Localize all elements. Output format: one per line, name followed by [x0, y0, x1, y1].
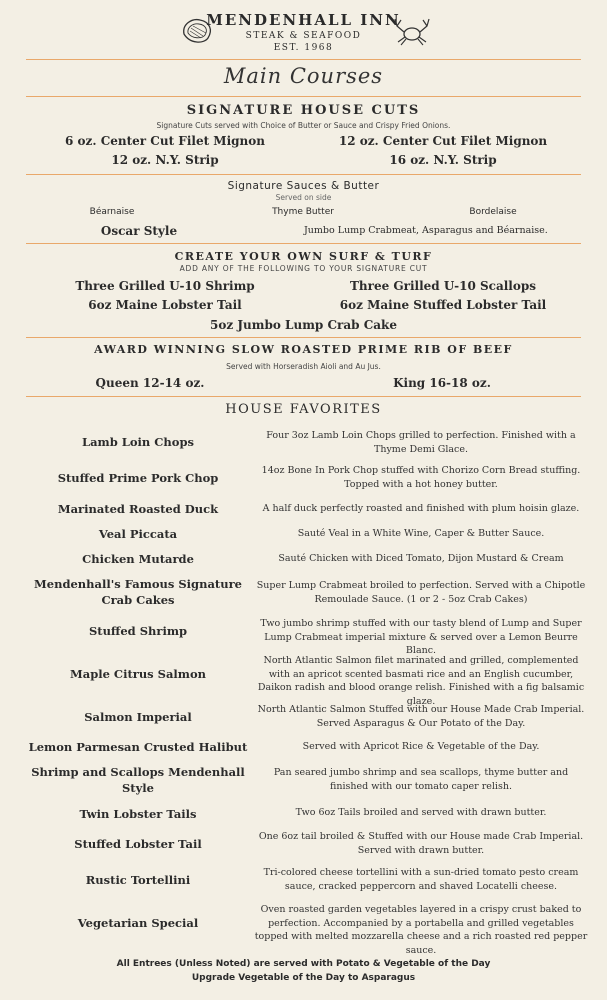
favorite-name: Veal Piccata: [98, 527, 178, 541]
prime-rib-note: Served with Horseradish Aioli and Au Jus.: [226, 362, 381, 371]
favorite-desc: Served with Apricot Rice & Vegetable of the Day.: [302, 741, 540, 752]
menu-item: King 16-18 oz.: [393, 376, 491, 390]
oscar-style-desc: Jumbo Lump Crabmeat, Asparagus and Béarnaise.: [304, 225, 548, 236]
favorite-desc: North Atlantic Salmon filet marinated and grilled, complemented with an apricot scented basmati rice and an English cucumber, Daikon radish and blood orange relish. Finished with a fig balsamic glaze.: [257, 655, 585, 707]
favorite-name: Twin Lobster Tails: [79, 807, 197, 821]
favorite-name: Salmon Imperial: [84, 710, 192, 724]
established-year: EST. 1968: [273, 43, 334, 53]
favorite-desc: Two jumbo shrimp stuffed with our tasty blend of Lump and Super Lump Crabmeat imperial mixture & served over a Lemon Beurre Blanc.: [260, 618, 582, 656]
favorite-desc: North Atlantic Salmon Stuffed with our House Made Crab Imperial. Served Asparagus & Our Potato of the Day.: [257, 704, 585, 729]
divider: [26, 337, 581, 338]
restaurant-subtitle: STEAK & SEAFOOD: [245, 31, 362, 41]
sauce-item: Bordelaise: [469, 207, 517, 217]
menu-item: Three Grilled U-10 Scallops: [350, 279, 536, 293]
menu-item: Queen 12-14 oz.: [95, 376, 205, 390]
sauces-title: Signature Sauces & Butter: [227, 180, 380, 192]
favorite-name: Rustic Tortellini: [85, 873, 191, 887]
signature-cuts-note: Signature Cuts served with Choice of Butter or Sauce and Crispy Fried Onions.: [156, 121, 451, 130]
favorite-name: Shrimp and Scallops Mendenhall Style: [31, 765, 245, 795]
favorite-name: Mendenhall's Famous Signature Crab Cakes: [34, 577, 242, 607]
menu-item: Three Grilled U-10 Shrimp: [75, 279, 255, 293]
footer-note: All Entrees (Unless Noted) are served with Potato & Vegetable of the Day: [116, 959, 491, 969]
favorite-desc: 14oz Bone In Pork Chop stuffed with Chorizo Corn Bread stuffing. Topped with a hot honey butter.: [261, 465, 581, 490]
surf-turf-subtitle: ADD ANY OF THE FOLLOWING TO YOUR SIGNATURE CUT: [179, 264, 428, 273]
favorite-name: Chicken Mutarde: [82, 552, 194, 566]
favorite-desc: Tri-colored cheese tortellini with a sun-dried tomato pesto cream sauce, cracked peppercorn and shaved Locatelli cheese.: [263, 867, 579, 892]
favorite-desc: Sauté Chicken with Diced Tomato, Dijon Mustard & Cream: [278, 553, 564, 564]
favorite-name: Stuffed Shrimp: [88, 624, 188, 638]
favorite-desc: Super Lump Crabmeat broiled to perfection. Served with a Chipotle Remoulade Sauce. (1 or 2 - 5oz Crab Cakes): [256, 580, 586, 605]
divider: [26, 59, 581, 60]
sauce-item: Béarnaise: [89, 207, 135, 217]
favorite-name: Lamb Loin Chops: [82, 435, 194, 449]
favorite-name: Stuffed Prime Pork Chop: [57, 471, 219, 485]
menu-item: 16 oz. N.Y. Strip: [389, 153, 497, 167]
menu-item: 6oz Maine Lobster Tail: [88, 298, 242, 312]
favorite-desc: Pan seared jumbo shrimp and sea scallops, thyme butter and finished with our tomato caper relish.: [273, 767, 569, 792]
menu-item: 5oz Jumbo Lump Crab Cake: [210, 318, 397, 332]
favorite-name: Marinated Roasted Duck: [57, 502, 219, 516]
menu-item: 12 oz. N.Y. Strip: [111, 153, 219, 167]
surf-turf-title: CREATE YOUR OWN SURF & TURF: [174, 250, 433, 263]
favorite-name: Lemon Parmesan Crusted Halibut: [28, 740, 248, 754]
favorite-desc: Two 6oz Tails broiled and served with drawn butter.: [295, 807, 547, 818]
prime-rib-title: AWARD WINNING SLOW ROASTED PRIME RIB OF BEEF: [94, 343, 513, 356]
house-favorites-title: HOUSE FAVORITES: [225, 402, 382, 417]
divider: [26, 174, 581, 175]
footer-upgrade-note: Upgrade Vegetable of the Day to Asparagus: [191, 973, 416, 983]
menu-item: 6 oz. Center Cut Filet Mignon: [65, 134, 265, 148]
header: [0, 10, 607, 56]
favorite-desc: Sauté Veal in a White Wine, Caper & Butter Sauce.: [297, 528, 545, 539]
favorite-name: Maple Citrus Salmon: [70, 667, 206, 681]
divider: [26, 396, 581, 397]
favorite-desc: Oven roasted garden vegetables layered in a crispy crust baked to perfection. Accompanied by a portabella and grilled vegetables topped with melted mozzarella cheese and a rich roasted red pepper sauce.: [254, 904, 588, 956]
divider: [26, 243, 581, 244]
favorite-desc: Four 3oz Lamb Loin Chops grilled to perfection. Finished with a Thyme Demi Glace.: [266, 430, 576, 455]
menu-item: 6oz Maine Stuffed Lobster Tail: [339, 298, 547, 312]
sauce-item: Thyme Butter: [272, 207, 334, 217]
sauces-note: Served on side: [275, 193, 332, 202]
restaurant-name: MENDENHALL INN: [206, 11, 401, 29]
divider: [26, 96, 581, 97]
favorite-desc: A half duck perfectly roasted and finished with plum hoisin glaze.: [262, 503, 580, 514]
page-title: Main Courses: [223, 64, 384, 88]
favorite-name: Vegetarian Special: [77, 916, 199, 930]
oscar-style-label: Oscar Style: [100, 224, 178, 238]
signature-cuts-title: SIGNATURE HOUSE CUTS: [186, 103, 421, 118]
favorite-desc: One 6oz tail broiled & Stuffed with our House made Crab Imperial. Served with drawn butter.: [258, 831, 584, 856]
favorite-name: Stuffed Lobster Tail: [74, 837, 202, 851]
menu-item: 12 oz. Center Cut Filet Mignon: [338, 134, 548, 148]
crab-icon: [392, 14, 432, 48]
